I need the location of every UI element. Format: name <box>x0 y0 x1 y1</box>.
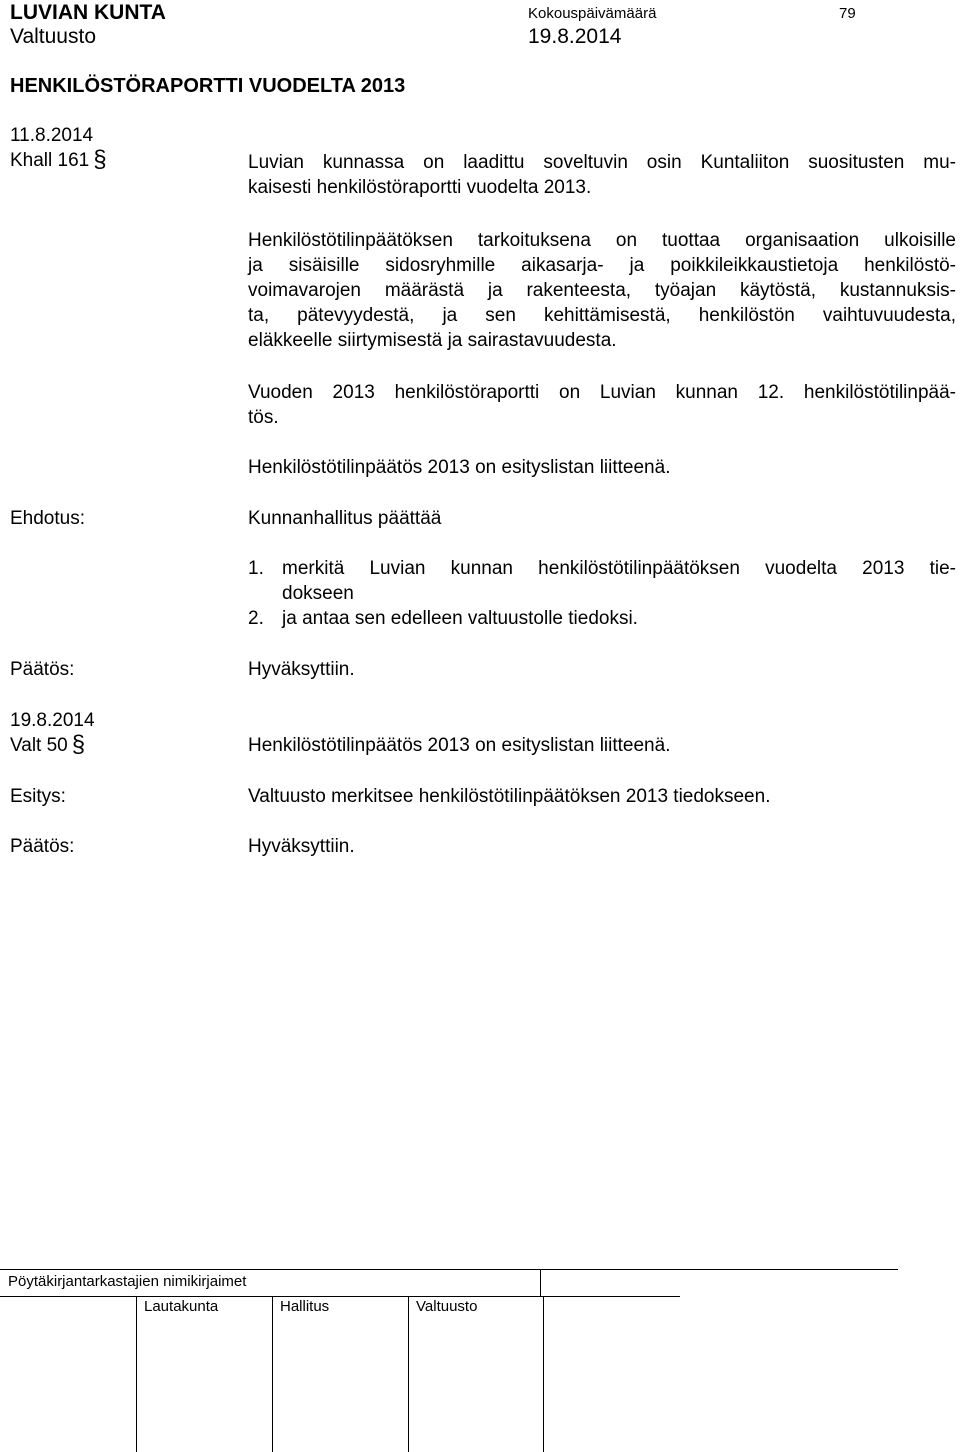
footer-column-hallitus: Hallitus <box>280 1298 330 1315</box>
proposal-label: Ehdotus: <box>10 508 85 529</box>
page-number: 79 <box>839 5 856 22</box>
proposal-item-number: 2. <box>248 608 264 629</box>
decision-label: Päätös: <box>10 836 75 857</box>
footer-col-line <box>543 1296 544 1452</box>
khall-ref-text: Khall 161 <box>10 150 90 171</box>
text-line: merkitä Luvian kunnan henkilöstötilinpäätöksen vuodelta 2013 tie- <box>282 558 956 579</box>
khall-date: 11.8.2014 <box>10 125 94 146</box>
text-line: ta, pätevyydestä, ja sen kehittämisestä, henkilöstön vaihtuvuudesta, <box>248 305 956 326</box>
paragraph-intro <box>248 150 956 200</box>
valt-date: 19.8.2014 <box>10 710 95 731</box>
footer-col-line <box>272 1296 273 1452</box>
footer-top-rule <box>0 1269 898 1270</box>
governing-body: Valtuusto <box>10 25 96 48</box>
section-symbol-icon: § <box>93 145 107 173</box>
text-line: ja sisäisille sidosryhmille aikasarja- ja poikkileikkaustietoja henkilöstö- <box>248 255 956 276</box>
text-line: kaisesti henkilöstöraportti vuodelta 2013. <box>248 177 592 198</box>
decision-text: Hyväksyttiin. <box>248 836 355 857</box>
text-line: Luvian kunnassa on laadittu soveltuvin osin Kuntaliiton suositusten mu- <box>248 152 956 173</box>
meeting-date: 19.8.2014 <box>528 25 622 48</box>
proposal-item-2: ja antaa sen edelleen valtuustolle tiedoksi. <box>282 608 638 629</box>
decision-text: Hyväksyttiin. <box>248 659 355 680</box>
proposal-intro: Kunnanhallitus päättää <box>248 508 442 529</box>
footer-col-line <box>136 1296 137 1452</box>
footer-column-lautakunta: Lautakunta <box>144 1298 219 1315</box>
text-line: tös. <box>248 407 279 428</box>
text-line: Henkilöstötilinpäätöksen tarkoituksena on tuottaa organisaation ulkoisille <box>248 230 956 251</box>
page-title: HENKILÖSTÖRAPORTTI VUODELTA 2013 <box>10 75 406 97</box>
valt-attachment-text: Henkilöstötilinpäätös 2013 on esityslistan liitteenä. <box>248 735 671 756</box>
khall-reference <box>10 145 107 173</box>
footer-col-line <box>408 1296 409 1452</box>
text-line: eläkkeelle siirtymisestä ja sairastavuudesta. <box>248 330 617 351</box>
footer-column-valtuusto: Valtuusto <box>416 1298 478 1315</box>
text-line: voimavarojen määrästä ja rakenteesta, työajan käytöstä, kustannuksis- <box>248 280 956 301</box>
decision-label: Päätös: <box>10 659 75 680</box>
valt-ref-text: Valt 50 <box>10 735 68 756</box>
paragraph-purpose <box>248 228 956 353</box>
proposal-item-1 <box>282 556 956 606</box>
footer-divider <box>540 1269 541 1296</box>
valt-reference <box>10 730 86 758</box>
meeting-date-label: Kokouspäivämäärä <box>528 5 657 22</box>
section-symbol-icon: § <box>71 730 86 758</box>
organization-name: LUVIAN KUNTA <box>10 1 166 24</box>
footer-title: Pöytäkirjantarkastajien nimikirjaimet <box>8 1273 247 1290</box>
text-line: dokseen <box>282 583 354 604</box>
text-line: Vuoden 2013 henkilöstöraportti on Luvian kunnan 12. henkilöstötilinpää- <box>248 382 956 403</box>
motion-label: Esitys: <box>10 786 66 807</box>
paragraph-attachment: Henkilöstötilinpäätös 2013 on esityslistan liitteenä. <box>248 457 671 478</box>
proposal-item-number: 1. <box>248 558 264 579</box>
footer-header-rule <box>0 1296 680 1297</box>
paragraph-report-number <box>248 380 956 430</box>
motion-text: Valtuusto merkitsee henkilöstötilinpäätöksen 2013 tiedokseen. <box>248 786 771 807</box>
